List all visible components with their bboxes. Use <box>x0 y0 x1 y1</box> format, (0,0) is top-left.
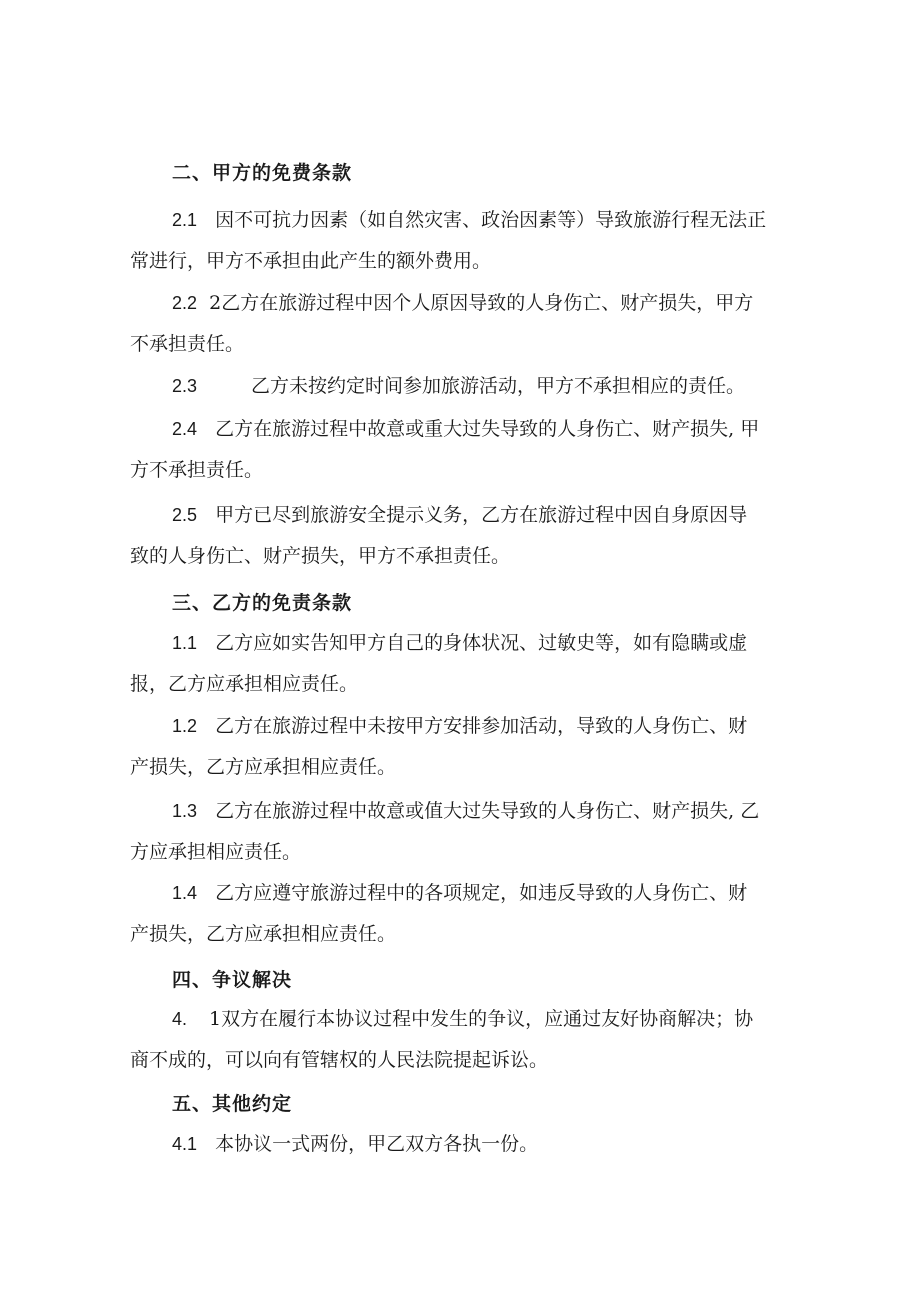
clause-number: 2.5 <box>172 505 198 525</box>
clause-number: 2.1 <box>172 210 198 230</box>
clause-number: 2.4 <box>172 419 198 439</box>
clause-text: 乙方应如实告知甲方自己的身体状况、过敏史等，如有隐瞒或虚 <box>215 632 748 654</box>
section-heading: 五、其他约定 <box>172 1093 293 1115</box>
clause-text-cont: 产损失，乙方应承担相应责任。 <box>130 923 397 945</box>
clause <box>130 409 796 491</box>
clause-text-cont: 常进行，甲方不承担由此产生的额外费用。 <box>130 250 492 272</box>
section-heading: 三、乙方的免责条款 <box>172 592 353 614</box>
clause-text: 本协议一式两份，甲乙双方各执一份。 <box>215 1133 539 1155</box>
clause <box>130 999 796 1081</box>
clause <box>130 873 796 955</box>
clause-text: 甲方已尽到旅游安全提示义务，乙方在旅游过程中因自身原因导 <box>215 504 748 526</box>
clause-text-cont: 报，乙方应承担相应责任。 <box>130 673 359 695</box>
clause <box>130 1124 796 1165</box>
clause-text-cont: 产损失，乙方应承担相应责任。 <box>130 756 397 778</box>
section-heading: 二、甲方的免费条款 <box>172 162 353 184</box>
clause <box>130 706 796 788</box>
clause <box>130 495 796 577</box>
clause-number: 1.2 <box>172 716 198 736</box>
clause-text: 2乙方在旅游过程中因个人原因导致的人身伤亡、财产损失，甲方 <box>209 292 754 314</box>
clause-text: 乙方在旅游过程中故意或值大过失导致的人身伤亡、财产损失, 乙 <box>215 800 760 822</box>
section-heading: 四、争议解决 <box>172 969 293 991</box>
clause-number: 2.3 <box>172 376 198 396</box>
clause-number: 1.4 <box>172 883 198 903</box>
clause <box>130 791 796 873</box>
clause <box>130 283 796 365</box>
clause-text: 1双方在履行本协议过程中发生的争议，应通过友好协商解决；协 <box>209 1008 754 1030</box>
clause-number: 4. <box>172 1009 188 1029</box>
clause-number: 1.3 <box>172 801 198 821</box>
clause <box>130 200 796 282</box>
clause-text-cont: 商不成的，可以向有管辖权的人民法院提起诉讼。 <box>130 1049 549 1071</box>
clause-text-cont: 致的人身伤亡、财产损失，甲方不承担责任。 <box>130 545 511 567</box>
clause <box>130 366 796 407</box>
clause-text-cont: 不承担责任。 <box>130 333 245 355</box>
clause-text: 乙方在旅游过程中故意或重大过失导致的人身伤亡、财产损失, 甲 <box>215 418 760 440</box>
clause-text: 乙方应遵守旅游过程中的各项规定，如违反导致的人身伤亡、财 <box>215 882 748 904</box>
clause-text-cont: 方应承担相应责任。 <box>130 841 302 863</box>
clause-text: 因不可抗力因素（如自然灾害、政治因素等）导致旅游行程无法正 <box>215 209 767 231</box>
clause <box>130 623 796 705</box>
clause-text-cont: 方不承担责任。 <box>130 459 264 481</box>
clause-text: 乙方在旅游过程中未按甲方安排参加活动，导致的人身伤亡、财 <box>215 715 748 737</box>
clause-number: 1.1 <box>172 633 198 653</box>
clause-number: 2.2 <box>172 293 198 313</box>
clause-text: 乙方未按约定时间参加旅游活动，甲方不承担相应的责任。 <box>251 375 746 397</box>
clause-number: 4.1 <box>172 1134 198 1154</box>
